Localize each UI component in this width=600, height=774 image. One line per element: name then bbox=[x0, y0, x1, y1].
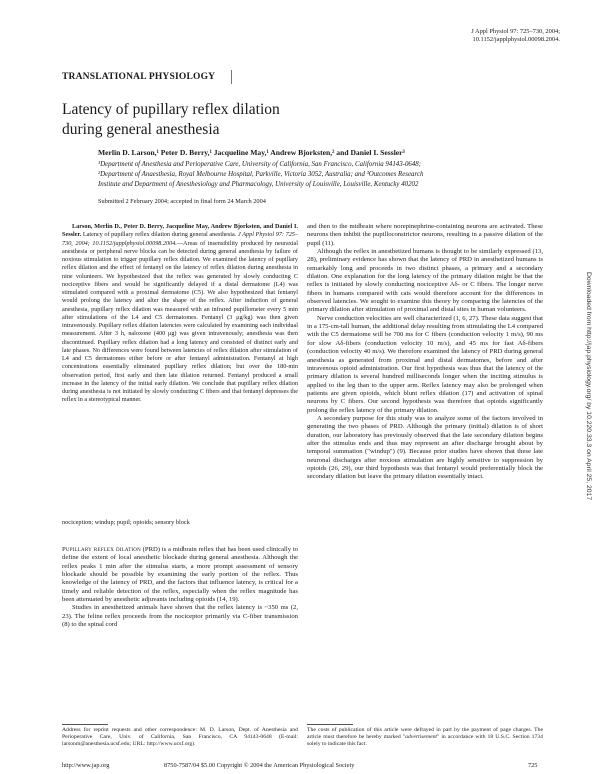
copyright-line: 8750-7587/04 $5.00 Copyright © 2004 the American Physiological Society bbox=[164, 762, 355, 769]
footnote-divider bbox=[62, 724, 108, 725]
lead-in: Pupillary reflex dilation bbox=[62, 546, 141, 553]
page-number: 725 bbox=[528, 762, 538, 769]
footnote-italic: advertisement bbox=[405, 734, 438, 740]
journal-url: http://www.jap.org bbox=[62, 762, 110, 769]
body-paragraph: Nerve conduction velocities are well characterized (1, 6, 27). These data suggest that in a 175-cm-tall human, the additional delay resulting from stimulating the L4 compared with the C5 dermatome will be 700 ms for C fibers (conduction velocity 1 m/s), 90 ms for slow Aδ-fibers (conduction velocity 10 m/s), and 45 ms for fast Aδ-fibers (conduction velocity 40 m/s). We therefore examined the latency of PRD during general anesthesia as generated from proximal and distal dermatomes, before and after intravenous opioid administration. Our first hypothesis was thus that the latency of the primary dilation is several hundred milliseconds longer when the inciting stimulus is applied to the leg than to the upper arm. Reflex latency may also be prolonged when patients are given opioids, which blunt reflex dilation (17) and activation of spinal neurons by C fibers. Our second hypothesis was therefore that opioids significantly prolong the reflex latency of the primary dilation. bbox=[307, 314, 543, 414]
body-paragraph: and then to the midbrain where norepinephrine-containing neurons are activated. These neurons then inhibit the pupilloconstrictor neurons, resulting in a passive dilation of the pupil (11). bbox=[307, 223, 543, 247]
publication-cost-footnote bbox=[307, 727, 543, 748]
title-line-1: Latency of pupillary reflex dilation bbox=[62, 101, 280, 118]
body-paragraph: Although the reflex in anesthetized humans is thought to be similarly expressed (13, 28), preliminary evidence has shown that the latency of PRD in anesthetized humans is remarkably long and proceeds in two distinct phases, a primary and a secondary dilation. One explanation for the long latency of the primary dilation might be that the reflex is initiated by slowly conducting nociceptive Aδ- or C fibers. The longer nerve fibers in humans compared with cats would therefore account for the differences in observed latencies. We sought to examine this theory by comparing the latencies of the primary dilation after stimulation of proximal and distal sites in human volunteers. bbox=[307, 248, 543, 314]
abstract bbox=[62, 223, 298, 405]
journal-line-2: 10.1152/japplphysiol.00098.2004. bbox=[472, 36, 560, 43]
footnote-divider bbox=[307, 724, 353, 725]
author-list: Merlin D. Larson,¹ Peter D. Berry,¹ Jacqueline May,¹ Andrew Bjorksten,² and Daniel I. Sessler³ bbox=[98, 148, 405, 157]
correspondence-footnote: Address for reprint requests and other correspondence: M. D. Larson, Dept. of Anesthesia and Perioperative Care, Univ. of California, San Francisco, CA 94143-0648 (E-mail: larsonm@anesthesia.ucsf.edu; URL: http://www.ucsf.org). bbox=[62, 727, 298, 747]
keywords: nociception; windup; pupil; opioids; sensory block bbox=[62, 519, 190, 526]
journal-line-1: J Appl Physiol 97: 725–730, 2004; bbox=[471, 28, 560, 35]
download-watermark bbox=[584, 272, 592, 602]
abstract-authors: Larson, Merlin D., Peter D. Berry, Jacqueline May, Andrew Bjorksten, and Daniel I. Sessler. bbox=[62, 223, 298, 239]
title-line-2: during general anesthesia bbox=[62, 121, 220, 138]
abstract-text: —Areas of insensibility produced by neuraxial anesthesia or peripheral nerve blocks can be detected during general anesthesia by failure of noxious stimulation to trigger pupillary reflex dilation. We examined the latency of pupillary reflex dilation and the effect of fentanyl on the latency of reflex dilation during anesthesia in nine volunteers. We hypothesized that the reflex was generated by slowly conducting C nociceptive fibers and would be significantly delayed if a distal dermatome (L4) was stimulated compared with a proximal dermatome (C5). We also hypothesized that fentanyl would prolong the latency and alter the shape of the reflex. After induction of general anesthesia, pupillary reflex dilation was measured with an infrared pupillometer every 5 min after stimulations of the L4 and C5 dermatomes. Fentanyl (3 μg/kg) was then given intravenously. Pupillary reflex dilation latencies were calculated by examining each individual measurement. After 3 h, naloxone (400 μg) was given intravenously; anesthesia was then discontinued. Pupillary reflex dilation had a long latency and consisted of distinct early and late phases. No differences were found between latencies of reflex dilation after stimulation of L4 and C5 dermatomes either before or after fentanyl administration. Fentanyl at high concentrations essentially eliminated pupillary reflex dilation; but over the 180-min observation period, first early and then late dilation returned. Fentanyl produced a small increase in the latency of the initial early dilation. We conclude that pupillary reflex dilation during anesthesia is not initiated by slowly conducting C fibers and that fentanyl depresses the reflex in a stereotypical manner. bbox=[62, 239, 298, 404]
section-heading: TRANSLATIONAL PHYSIOLOGY bbox=[62, 72, 216, 82]
affiliations bbox=[98, 160, 546, 190]
submission-dates: Submitted 2 February 2004; accepted in final form 24 March 2004 bbox=[98, 198, 266, 205]
article-title bbox=[62, 100, 462, 140]
affiliation-line: ¹Department of Anesthesia and Perioperative Care, University of California, San Francisco, California 94143-0648; bbox=[98, 161, 422, 168]
intro-left-column bbox=[62, 546, 298, 629]
abstract-title: Latency of pupillary reflex dilation during general anesthesia. bbox=[81, 231, 238, 239]
intro-paragraph: (PRD) is a midbrain reflex that has been used clinically to define the extent of local anesthetic blockade during general anesthesia. Although the reflex peaks 1 min after the stimulus starts, a more prompt assessment of sensory blockade should be possible by examining the early portion of the reflex. Thus knowledge of the latency of PRD, and the factors that influence latency, is critical for a timely and reliable detection of the reflex, especially when the reflex magnitude has been attenuated by anesthetic adjuvants including opioids (14, 19). bbox=[62, 546, 298, 604]
body-paragraph: A secondary purpose for this study was to analyze some of the factors involved in generating the two phases of PRD. Although the primary (initial) dilation is of short duration, our laboratory has previously observed that the late secondary dilation begins after the stimulus ends and thus may represent an after discharge brought about by temporal summation ("windup") (9). Because prior studies have shown that these late neuronal discharges after noxious stimulation are highly sensitive to suppression by opioids (26, 29), our third hypothesis was that fentanyl would preferentially block the secondary dilation but leave the primary dilation essentially intact. bbox=[307, 414, 543, 481]
footnote-text: " in accordance with 18 U.S.C. Section 1734 solely to indicate this fact. bbox=[307, 734, 543, 747]
intro-right-column bbox=[307, 223, 543, 482]
journal-citation bbox=[471, 28, 560, 44]
affiliation-line: Institute and Department of Anesthesiology and Pharmacology, University of Louisville, Louisville, Kentucky 40202 bbox=[98, 181, 419, 188]
footnote-text: The costs of publication of this article were defrayed in part by the payment of page charges. The article must therefore be hereby marked " bbox=[307, 727, 543, 740]
intro-paragraph: Studies in anesthetized animals have shown that the reflex latency is ~350 ms (2, 23). The feline reflex proceeds from the nociceptor primarily via C-fiber transmission (8) to the spinal cord bbox=[62, 604, 298, 629]
download-watermark-text: Downloaded from http://jap.physiology.org/ by 10.220.33.3 on April 25, 2017 bbox=[585, 272, 592, 501]
abstract-citation: J Appl Physiol 97: 725–730, 2004; 10.1152/japplphysiol.00098.2004. bbox=[62, 231, 298, 247]
affiliation-line: ²Department of Anaesthesia, Royal Melbourne Hospital, Parkville, Victoria 3052, Australia; and ³Outcomes Research bbox=[98, 171, 424, 178]
section-divider bbox=[231, 70, 232, 84]
